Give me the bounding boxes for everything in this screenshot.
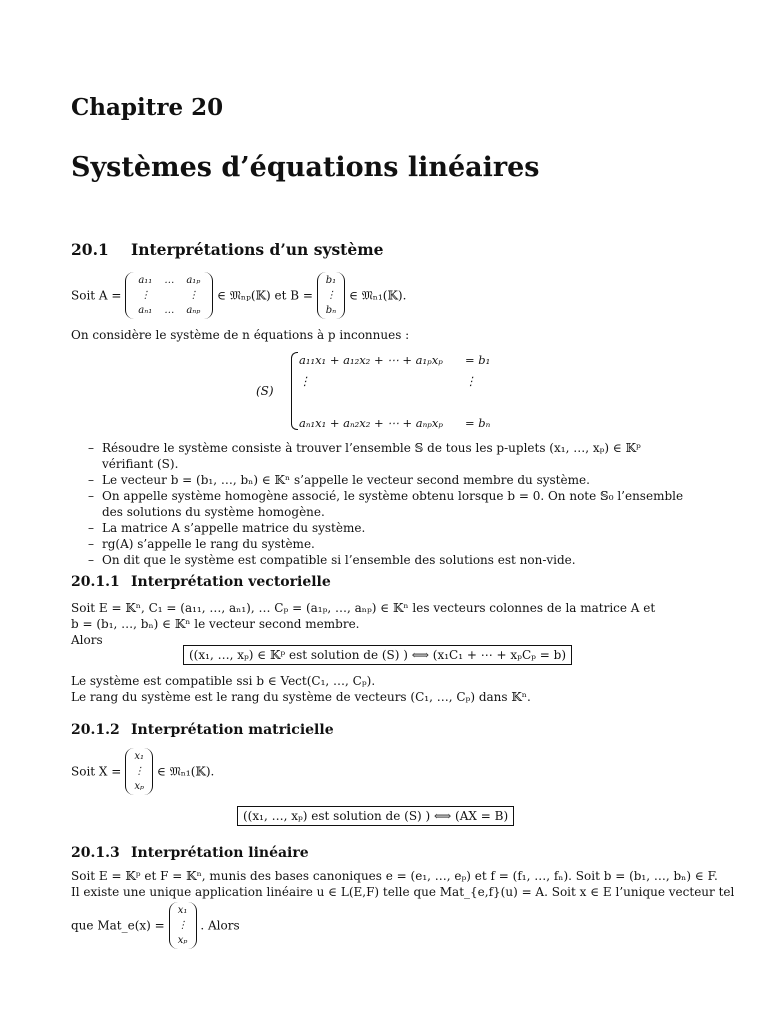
- matrix-cell: a₁₁: [138, 275, 153, 286]
- equation-first-rhs: = b₁: [465, 353, 491, 367]
- matrix-a: [125, 272, 213, 319]
- alors-label: . Alors: [200, 918, 240, 933]
- paragraph: Le rang du système est le rang du système de vecteurs (C₁, …, Cₚ) dans 𝕂ⁿ.: [71, 690, 531, 704]
- alors-text: Alors: [71, 633, 103, 647]
- in-mn1-label: ∈ 𝔐ₙ₁(𝕂).: [157, 764, 215, 779]
- matrix-cell: …: [164, 275, 175, 286]
- subsection-heading: [71, 845, 309, 861]
- boxed-equivalence: ((x₁, …, xₚ) est solution de (S) ) ⟺ (AX = B): [237, 806, 514, 826]
- matrix-cell: xₚ: [134, 781, 144, 792]
- list-item: – rg(A) s’appelle le rang du système.: [88, 536, 688, 552]
- section-heading: [71, 240, 383, 259]
- subsection-heading: [71, 574, 331, 590]
- in-mn1-label: ∈ 𝔐ₙ₁(𝕂).: [349, 288, 407, 303]
- matrix-cell: ⋮: [326, 290, 336, 301]
- subsection-number: 20.1.1: [71, 574, 120, 590]
- system-label: (S): [256, 384, 274, 398]
- soit-a-label: Soit A =: [71, 288, 122, 303]
- subsection-number: 20.1.2: [71, 722, 120, 738]
- vector-definition-line: [71, 902, 240, 949]
- subsection-number: 20.1.3: [71, 845, 120, 861]
- paragraph: b = (b₁, …, bₙ) ∈ 𝕂ⁿ le vecteur second membre.: [71, 617, 360, 631]
- matrix-cell: aₙ₁: [138, 305, 153, 316]
- matrix-x: [169, 902, 197, 949]
- matrix-x: [125, 748, 153, 795]
- subsection-heading: [71, 722, 334, 738]
- equation-first: a₁₁x₁ + a₁₂x₂ + ⋯ + a₁ₚxₚ: [299, 353, 443, 367]
- list-item: – Le vecteur b = (b₁, …, bₙ) ∈ 𝕂ⁿ s’appelle le vecteur second membre du système.: [88, 472, 688, 488]
- subsection-title: Interprétation linéaire: [131, 845, 309, 861]
- matrix-cell: xₚ: [177, 935, 188, 946]
- list-item: – On dit que le système est compatible si l’ensemble des solutions est non-vide.: [88, 552, 688, 568]
- matrix-cell: [158, 288, 180, 303]
- equation-vdots-rhs: ⋮: [465, 374, 477, 388]
- list-item: – Résoudre le système consiste à trouver l’ensemble 𝕊 de tous les p-uplets (x₁, …, xₚ) ∈ 𝕂ᵖ vérifiant (S).: [88, 440, 688, 472]
- matrix-b: [317, 272, 345, 319]
- soit-x-label: Soit X =: [71, 764, 122, 779]
- paragraph: Le système est compatible ssi b ∈ Vect(C₁, …, Cₚ).: [71, 674, 376, 688]
- matrix-cell: ⋮: [134, 766, 145, 777]
- in-mnp-label: ∈ 𝔐ₙₚ(𝕂) et B =: [217, 288, 313, 303]
- paragraph: Il existe une unique application linéaire u ∈ L(E,F) telle que Mat_{e,f}(u) = A. Soit x ∈ E l’unique vecteur tel: [71, 885, 735, 899]
- paragraph: Soit E = 𝕂ᵖ et F = 𝕂ⁿ, munis des bases canoniques e = (e₁, …, eₚ) et f = (f₁, …, fₙ). Soit b = (b₁, …, bₙ) ∈ F.: [71, 869, 718, 883]
- chapter-label: Chapitre 20: [71, 94, 224, 121]
- consider-text: On considère le système de n équations à p inconnues :: [71, 328, 410, 342]
- subsection-title: Interprétation vectorielle: [131, 574, 331, 590]
- matrix-cell: b₁: [325, 275, 337, 286]
- list-item: – On appelle système homogène associé, le système obtenu lorsque b = 0. On note 𝕊₀ l’ensemble des solutions du système homogène.: [88, 488, 688, 520]
- matrix-cell: ⋮: [177, 920, 188, 931]
- equation-last: aₙ₁x₁ + aₙ₂x₂ + ⋯ + aₙₚxₚ: [299, 416, 443, 430]
- list-item: – La matrice A s’appelle matrice du système.: [88, 520, 688, 536]
- vector-definition-line: [71, 748, 214, 795]
- boxed-equivalence: ((x₁, …, xₚ) ∈ 𝕂ᵖ est solution de (S) ) ⟺ (x₁C₁ + ⋯ + xₚCₚ = b): [183, 645, 572, 665]
- matrix-cell: ⋮: [140, 290, 151, 301]
- matrix-cell: ⋮: [188, 290, 199, 301]
- matrix-cell: a₁ₚ: [186, 275, 201, 286]
- que-label: que Mat_e(x) =: [71, 918, 165, 933]
- matrix-cell: x₁: [177, 905, 188, 916]
- paragraph: Soit E = 𝕂ⁿ, C₁ = (a₁₁, …, aₙ₁), … Cₚ = (a₁ₚ, …, aₙₚ) ∈ 𝕂ⁿ les vecteurs colonnes de la matrice A et: [71, 601, 656, 615]
- definitions-list: [88, 440, 688, 568]
- system-brace: [291, 352, 298, 430]
- matrix-definition-line: [71, 272, 406, 319]
- matrix-cell: bₙ: [325, 305, 337, 316]
- section-title: Interprétations d’un système: [131, 240, 384, 259]
- equation-vdots: ⋮: [299, 374, 311, 388]
- section-number: 20.1: [71, 240, 109, 259]
- chapter-title: Systèmes d’équations linéaires: [71, 152, 540, 183]
- equation-last-rhs: = bₙ: [465, 416, 491, 430]
- matrix-cell: aₙₚ: [186, 305, 201, 316]
- matrix-cell: …: [164, 305, 175, 316]
- subsection-title: Interprétation matricielle: [131, 722, 334, 738]
- matrix-cell: x₁: [134, 751, 144, 762]
